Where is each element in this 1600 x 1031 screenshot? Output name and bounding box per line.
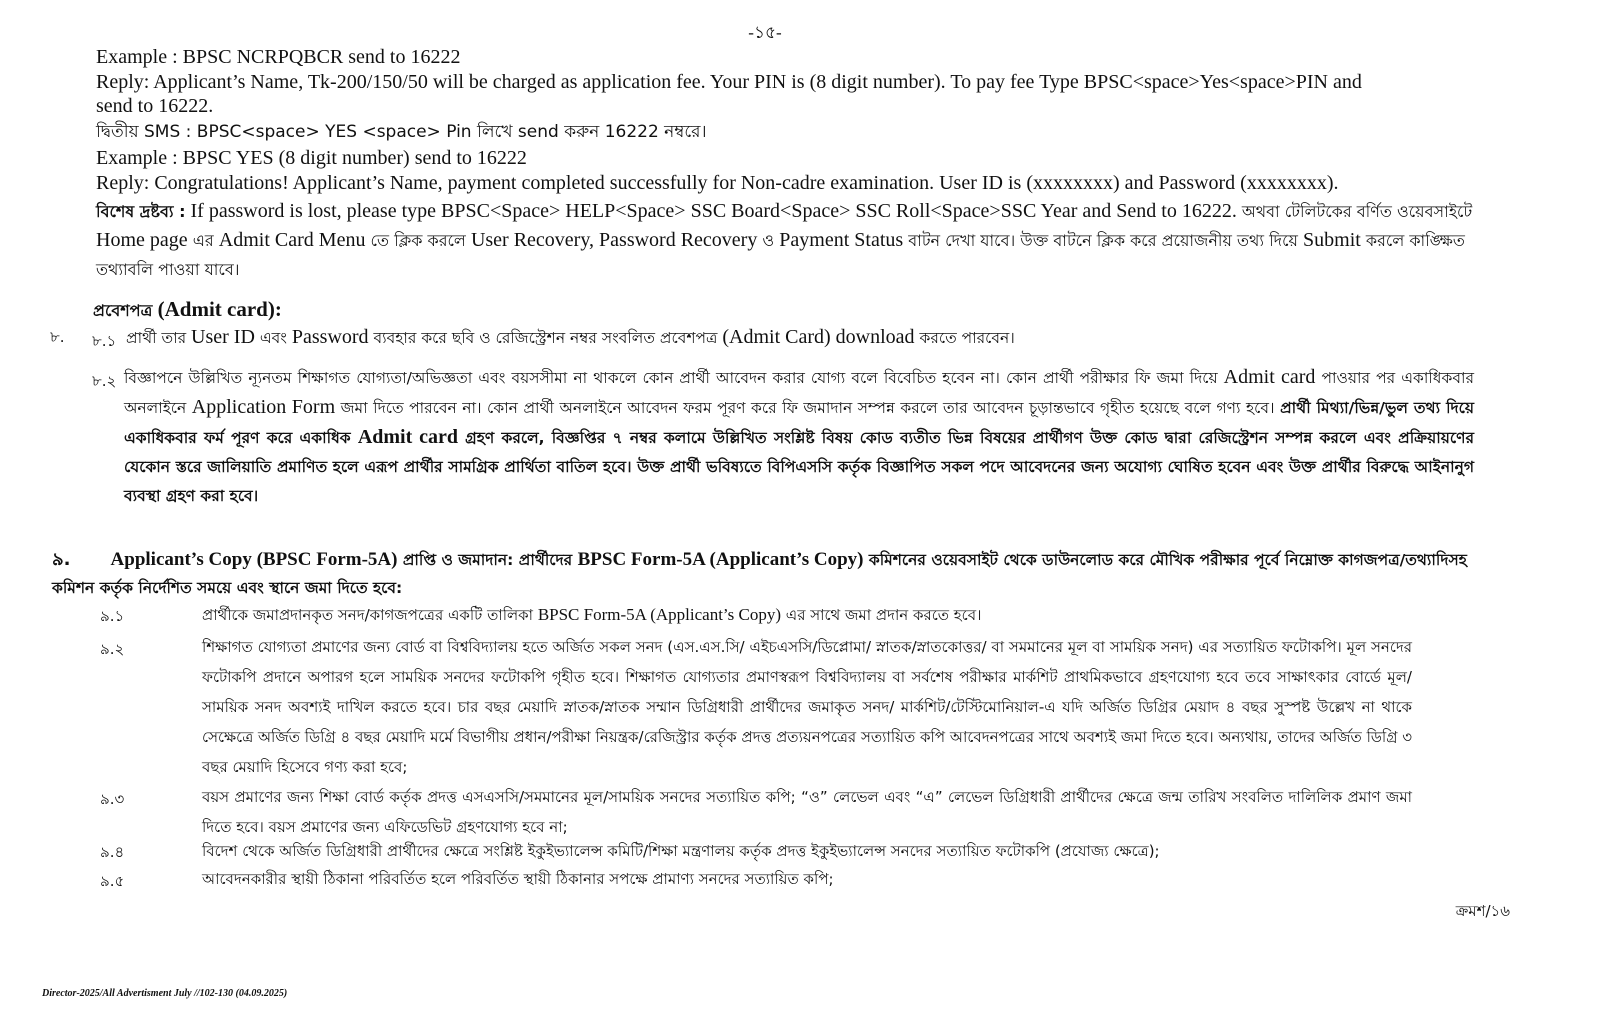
sms-reply-2: Reply: Congratulations! Applicant’s Name, payment completed successfully for Non-cadre examination. User ID is (xxxxxxxx) and Password (xxxxxxxx).: [96, 172, 1339, 194]
special-note-label: বিশেষ দ্রষ্টব্য :: [96, 202, 186, 221]
item-9-3-text: বয়স প্রমাণের জন্য শিক্ষা বোর্ড কর্তৃক প্রদত্ত এসএসসি/সমমানের মূল/সাময়িক সনদের সত্যায়িত কপি; “ও” লেভেল এবং “এ” লেভেল ডিগ্রিধারী প্রার্থীদের ক্ষেত্রে জন্ম তারিখ সংবলিত দালিলিক প্রমাণ জমা দিতে হবে। বয়স প্রমাণের জন্য এফিডেভিট গ্রহণযোগ্য হবে না;: [202, 788, 1412, 836]
continued-marker: ক্রমশ/১৬: [1455, 902, 1510, 920]
item-9-4-number: ৯.৪: [100, 843, 125, 861]
item-9-3-number: ৯.৩: [100, 790, 125, 808]
item-9-5-text: আবেদনকারীর স্থায়ী ঠিকানা পরিবর্তিত হলে পরিবর্তিত স্থায়ী ঠিকানার সপক্ষে প্রামাণ্য সনদের সত্যায়িত কপি;: [202, 870, 834, 888]
footer-reference: Director-2025/All Advertisment July //102-130 (04.09.2025): [42, 988, 288, 999]
section-9-heading: ৯. Applicant’s Copy (BPSC Form-5A) প্রাপ্তি ও জমাদান: প্রার্থীদের BPSC Form-5A (Applicant’s Copy) কমিশনের ওয়েবসাইট থেকে ডাউনলোড করে মৌখিক পরীক্ষার পূর্বে নিম্নোক্ত কাগজপত্র/তথ্যাদিসহ কমিশন কর্তৃক নির্দেশিত সময়ে এবং স্থানে জমা দিতে হবে:: [52, 549, 1467, 597]
page-number: -১৫-: [748, 23, 782, 42]
item-9-1-number: ৯.১: [100, 607, 125, 625]
sms-reply-1-line-1: Reply: Applicant’s Name, Tk-200/150/50 will be charged as application fee. Your PIN is (8 digit number). To pay fee Type BPSC<space>Yes<space>PIN and: [96, 71, 1362, 93]
item-9-1-text: প্রার্থীকে জমাপ্রদানকৃত সনদ/কাগজপত্রের একটি তালিকা BPSC Form-5A (Applicant’s Copy) এর সাথে জমা প্রদান করতে হবে।: [202, 605, 982, 624]
item-8-1-number: ৮.১: [92, 332, 117, 350]
sms-example-2: Example : BPSC YES (8 digit number) send to 16222: [96, 147, 527, 169]
item-8-2-text: বিজ্ঞাপনে উল্লিখিত ন্যূনতম শিক্ষাগত যোগ্যতা/অভিজ্ঞতা এবং বয়সসীমা না থাকলে কোন প্রার্থী আবেদন করার যোগ্য বলে বিবেচিত হবেন না। কোন প্রার্থী পরীক্ষার ফি জমা দিয়ে Admit card পাওয়ার পর একাধিকবার অনলাইনে Application Form জমা দিতে পারবেন না। কোন প্রার্থী অনলাইনে আবেদন ফরম পূরণ করে ফি জমাদান সম্পন্ন করলে তার আবেদন চূড়ান্তভাবে গৃহীত হয়েছে বলে গণ্য হবে। প্রার্থী মিথ্যা/ভিন্ন/ভুল তথ্য দিয়ে একাধিকবার ফর্ম পূরণ করে একাধিক Admit card গ্রহণ করলে, বিজ্ঞপ্তির ৭ নম্বর কলামে উল্লিখিত সংশ্লিষ্ট বিষয় কোড ব্যতীত ভিন্ন বিষয়ের প্রার্থীগণ উক্ত কোড দ্বারা রেজিস্ট্রেশন সম্পন্ন করলে এবং প্রক্রিয়ায়ণের যেকোন স্তরে জালিয়াতি প্রমাণিত হলে এরূপ প্রার্থীর সামগ্রিক প্রার্থিতা বাতিল হবে। উক্ত প্রার্থী ভবিষ্যতে বিপিএসসি কর্তৃক বিজ্ঞাপিত সকল পদে আবেদনের জন্য অযোগ্য ঘোষিত হবেন এবং উক্ত প্রার্থীর বিরুদ্ধে আইনানুগ ব্যবস্থা গ্রহণ করা হবে।: [124, 366, 1475, 505]
item-8-2-number: ৮.২: [92, 372, 117, 390]
item-9-5-number: ৯.৫: [100, 872, 125, 890]
sms-example-1: Example : BPSC NCRPQBCR send to 16222: [96, 46, 461, 68]
special-note: বিশেষ দ্রষ্টব্য : If password is lost, please type BPSC<Space> HELP<Space> SSC Board<Space> SSC Roll<Space>SSC Year and Send to 16222. অথবা টেলিটকের বর্ণিত ওয়েবসাইটে Home page এর Admit Card Menu তে ক্লিক করলে User Recovery, Password Recovery ও Payment Status বাটন দেখা যাবে। উক্ত বাটনে ক্লিক করে প্রয়োজনীয় তথ্য দিয়ে Submit করলে কাঙ্ক্ষিত তথ্যাবলি পাওয়া যাবে।: [96, 200, 1473, 279]
item-9-2-number: ৯.২: [100, 640, 125, 658]
section-8-marker: ৮.: [50, 328, 65, 346]
sms-reply-1-line-2: send to 16222.: [96, 95, 214, 117]
item-9-2-text: শিক্ষাগত যোগ্যতা প্রমাণের জন্য বোর্ড বা বিশ্ববিদ্যালয় হতে অর্জিত সকল সনদ (এস.এস.সি/ এইচএসসি/ডিপ্লোমা/ স্নাতক/স্নাতকোত্তর/ বা সমমানের মূল বা সাময়িক সনদ) এর সত্যায়িত ফটোকপি। মূল সনদের ফটোকপি প্রদানে অপারগ হলে সাময়িক সনদের ফটোকপি গৃহীত হবে। শিক্ষাগত যোগ্যতার প্রমাণস্বরূপ বিশ্ববিদ্যালয় বা সর্বশেষ পরীক্ষার মার্কশিট প্রাথমিকভাবে গ্রহণযোগ্য হবে তবে সাক্ষাৎকার বোর্ডে মূল/সাময়িক সনদ অবশ্যই দাখিল করতে হবে। চার বছর মেয়াদি স্নাতক/স্নাতক সম্মান ডিগ্রিধারী প্রার্থীদের জমাকৃত সনদ/ মার্কশিট/টেস্টিমোনিয়াল-এ যদি অর্জিত ডিগ্রির মেয়াদ ৪ বছর সুস্পষ্ট উল্লেখ না থাকে সেক্ষেত্রে অর্জিত ডিগ্রি ৪ বছর মেয়াদি মর্মে বিভাগীয় প্রধান/পরীক্ষা নিয়ন্ত্রক/রেজিস্ট্রার কর্তৃক প্রদত্ত প্রত্যয়নপত্রের সত্যায়িত কপি আবেদনপত্রের সাথে অবশ্যই জমা দিতে হবে। অন্যথায়, তাদের অর্জিত ডিগ্রি ৩ বছর মেয়াদি হিসেবে গণ্য করা হবে;: [202, 638, 1412, 776]
second-sms-instruction: দ্বিতীয় SMS : BPSC<space> YES <space> Pin লিখে send করুন 16222 নম্বরে।: [96, 122, 707, 142]
admit-card-heading: প্রবেশপত্র (Admit card):: [93, 297, 282, 321]
item-9-4-text: বিদেশ থেকে অর্জিত ডিগ্রিধারী প্রার্থীদের ক্ষেত্রে সংশ্লিষ্ট ইকুইভ্যালেন্স কমিটি/শিক্ষা মন্ত্রণালয় কর্তৃক প্রদত্ত ইকুইভ্যালেন্স সনদের সত্যায়িত ফটোকপি (প্রযোজ্য ক্ষেত্রে);: [202, 842, 1160, 860]
item-8-1-text: প্রার্থী তার User ID এবং Password ব্যবহার করে ছবি ও রেজিস্ট্রেশন নম্বর সংবলিত প্রবেশপত্র (Admit Card) download করতে পারবেন।: [126, 326, 1015, 348]
